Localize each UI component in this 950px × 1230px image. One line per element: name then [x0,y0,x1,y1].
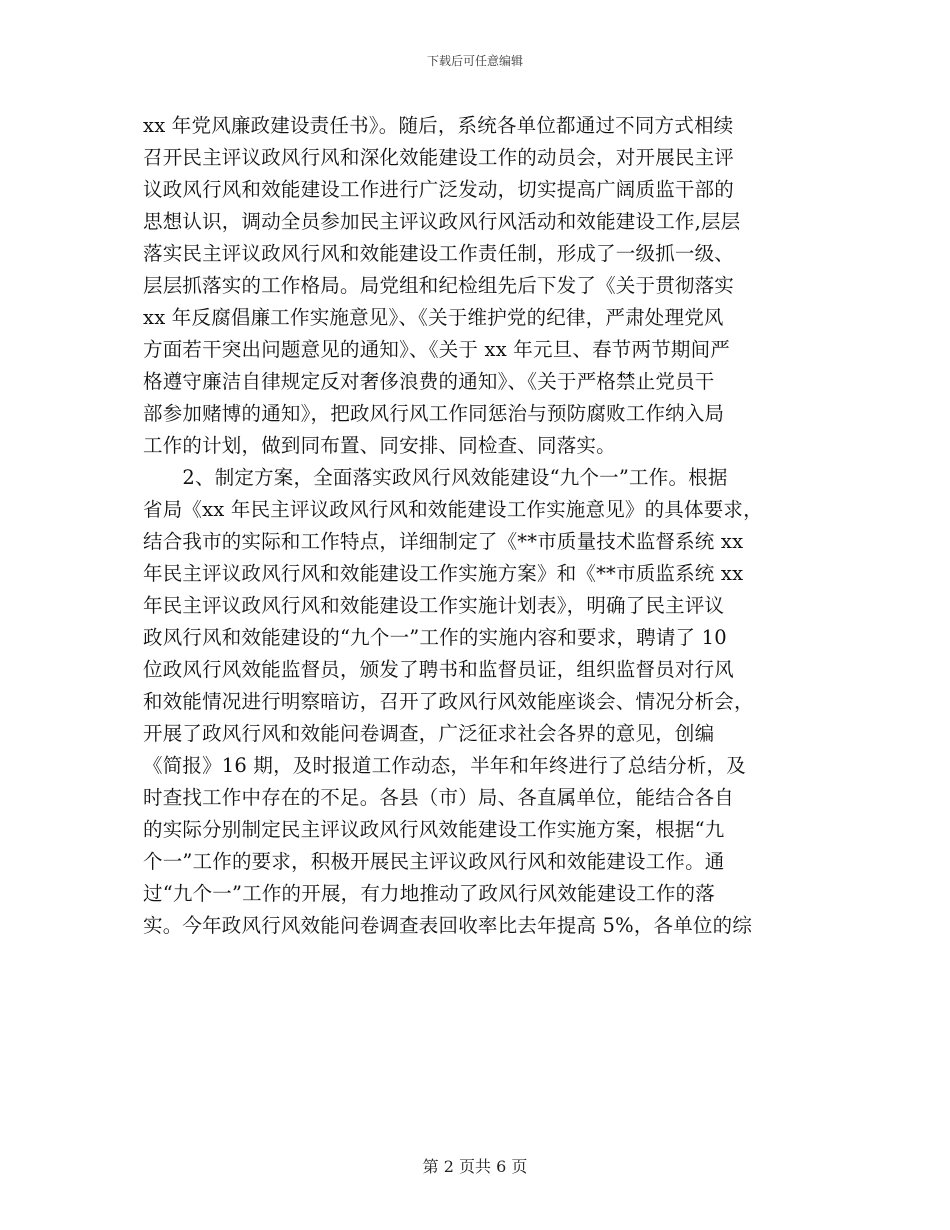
body-line: 落实民主评议政风行风和效能建设工作责任制，形成了一级抓一级、 [143,242,735,265]
body-line: 和效能情况进行明察暗访，召开了政风行风效能座谈会、情况分析会， [143,690,754,713]
body-line: 开展了政风行风和效能问卷调查，广泛征求社会各界的意见，创编 [143,722,715,745]
body-line: 格遵守廉洁自律规定反对奢侈浪费的通知》、《关于严格禁止党员干 [143,370,715,393]
body-line: 部参加赌博的通知》，把政风行风工作同惩治与预防腐败工作纳入局 [143,402,725,425]
body-line: 年民主评议政风行风和效能建设工作实施计划表》，明确了民主评议 [143,594,725,617]
body-line: 位政风行风效能监督员，颁发了聘书和监督员证，组织监督员对行风 [143,658,735,681]
body-line: 年民主评议政风行风和效能建设工作实施方案》和《**市质监系统 xx [143,562,744,585]
body-line: 工作的计划，做到同布置、同安排、同检查、同落实。 [143,434,616,457]
body-line: 结合我市的实际和工作特点，详细制定了《**市质量技术监督系统 xx [143,530,744,553]
body-line: 过“九个一”工作的开展，有力地推动了政风行风效能建设工作的落 [143,882,715,905]
body-line: 省局《xx 年民主评议政风行风和效能建设工作实施意见》的具体要求， [143,498,763,521]
body-line: xx 年党风廉政建设责任书》。随后，系统各单位都通过不同方式相续 [143,114,734,137]
page-number: 第 2 页共 6 页 [422,1157,528,1176]
body-line: xx 年反腐倡廉工作实施意见》、《关于维护党的纪律，严肃处理党风 [143,306,724,329]
body-line: 层层抓落实的工作格局。局党组和纪检组先后下发了《关于贯彻落实 [143,274,735,297]
body-line: 时查找工作中存在的不足。各县（市）局、各直属单位，能结合各自 [143,786,735,809]
body-line: 个一”工作的要求，积极开展民主评议政风行风和效能建设工作。通 [143,850,725,873]
body-line: 2、制定方案，全面落实政风行风效能建设“九个一”工作。根据 [143,466,728,489]
body-line: 方面若干突出问题意见的通知》、《关于 xx 年元旦、春节两节期间严 [143,338,730,361]
body-line: 《简报》16 期，及时报道工作动态，半年和年终进行了总结分析，及 [143,754,746,777]
body-line: 政风行风和效能建设的“九个一”工作的实施内容和要求，聘请了 10 [143,626,727,649]
body-line: 实。今年政风行风效能问卷调查表回收率比去年提高 5%，各单位的综 [143,914,753,937]
page-header-note: 下载后可任意编辑 [426,54,523,68]
body-line: 思想认识，调动全员参加民主评议政风行风活动和效能建设工作,层层 [143,210,741,233]
body-line: 召开民主评议政风行风和深化效能建设工作的动员会，对开展民主评 [143,146,735,169]
body-line: 议政风行风和效能建设工作进行广泛发动，切实提高广阔质监干部的 [143,178,735,201]
document-body [143,110,809,942]
body-line: 的实际分别制定民主评议政风行风效能建设工作实施方案，根据“九 [143,818,725,841]
